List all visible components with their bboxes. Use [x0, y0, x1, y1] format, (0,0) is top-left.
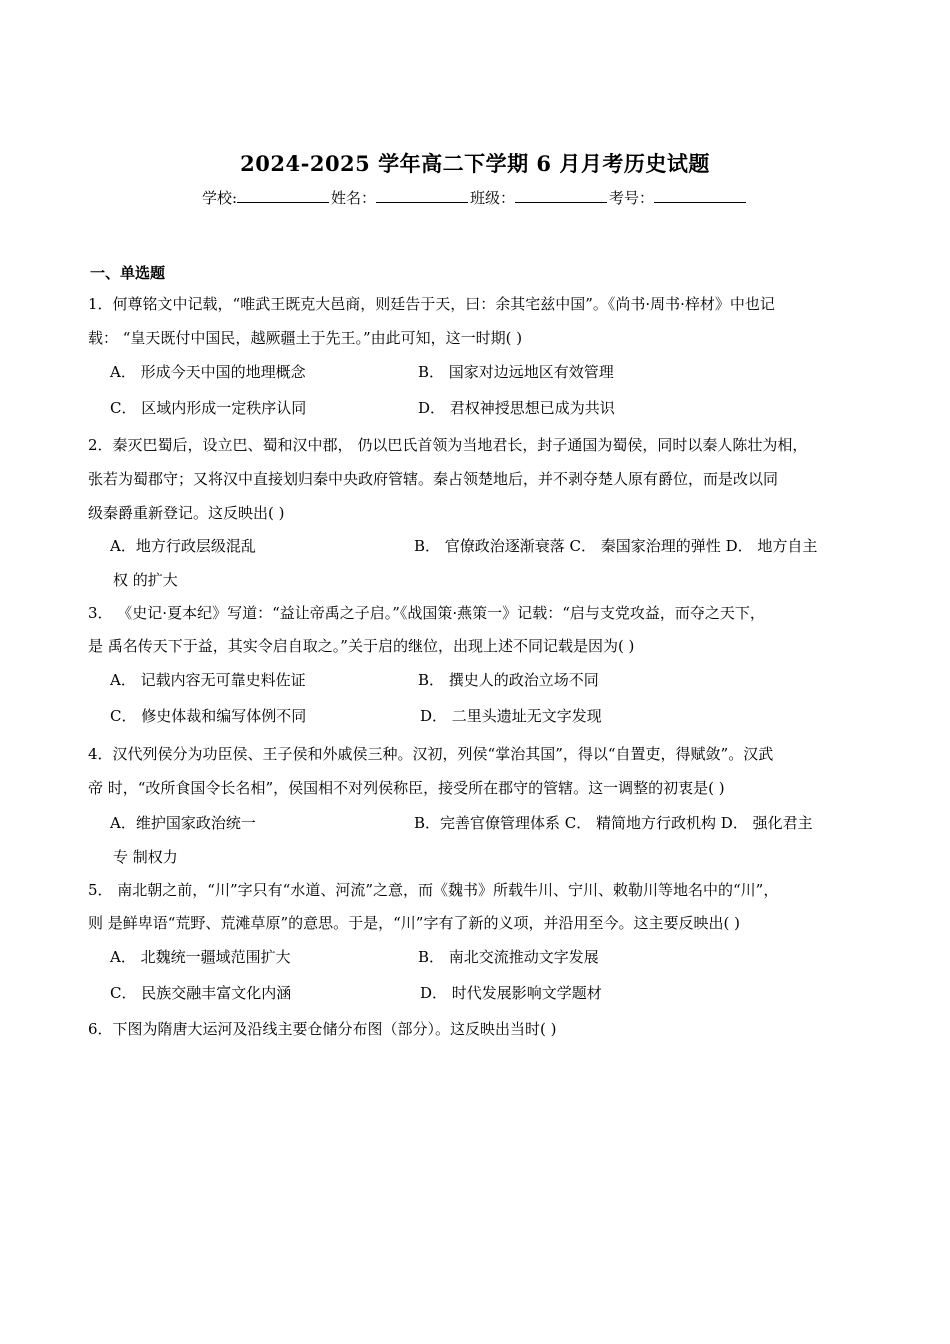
q5-option-d[interactable]: D． 时代发展影响文学题材 [420, 984, 602, 1002]
q2-stem-line2: 张若为蜀郡守；又将汉中直接划归秦中央政府管辖。秦占领楚地后，并不剥夺楚人原有爵位，而是改以同 [88, 470, 779, 488]
school-label: 学校: [201, 189, 237, 207]
school-blank[interactable] [237, 188, 329, 203]
q3-stem-line1: 3． 《史记·夏本纪》写道：“益让帝禹之子启。”《战国策·燕策一》记载：“启与支党攻益，而夺之天下， [88, 604, 765, 622]
q1-stem-line1: 1．何尊铭文中记载，“唯武王既克大邑商，则廷告于天，曰：余其宅兹中国”。《尚书·周书·梓材》中也记 [88, 295, 775, 313]
q5-option-a[interactable]: A． 北魏统一疆域范围扩大 [110, 948, 291, 966]
q5-stem-line2: 则 是鲜卑语“荒野、荒滩草原”的意思。于是，“川”字有了新的义项，并沿用至今。这主要反映出( ) [88, 914, 740, 932]
q3-option-d[interactable]: D． 二里头遗址无文字发现 [420, 707, 602, 725]
class-blank[interactable] [515, 188, 607, 203]
q1-option-a[interactable]: A． 形成今天中国的地理概念 [110, 363, 306, 381]
section-heading: 一、单选题 [90, 264, 166, 282]
q5-stem-line1: 5． 南北朝之前，“川”字只有“水道、河流”之意，而《魏书》所载牛川、宁川、敕勒川等地名中的“川”， [88, 881, 779, 899]
q6-stem-line1: 6．下图为隋唐大运河及沿线主要仓储分布图（部分）。这反映出当时( ) [88, 1020, 557, 1038]
q4-option-d-wrap: 专 制权力 [113, 848, 178, 866]
q5-option-c[interactable]: C． 民族交融丰富文化内涵 [110, 984, 292, 1002]
q2-stem-line1: 2．秦灭巴蜀后，设立巴、蜀和汉中郡， 仍以巴氏首领为当地君长，封子通国为蜀侯，同时以秦人陈壮为相， [88, 436, 808, 454]
q1-option-c[interactable]: C． 区域内形成一定秩序认同 [110, 399, 307, 417]
name-label: 姓名： [331, 189, 377, 207]
id-label: 考号： [609, 189, 655, 207]
q5-option-b[interactable]: B． 南北交流推动文字发展 [418, 948, 599, 966]
q2-option-d-wrap: 权 的扩大 [113, 571, 178, 589]
student-info-row [0, 187, 950, 208]
q1-option-b[interactable]: B． 国家对边远地区有效管理 [418, 363, 614, 381]
q4-stem-line1: 4．汉代列侯分为功臣侯、王子侯和外戚侯三种。汉初，列侯“掌治其国”，得以“自置吏，得赋敛”。汉武 [88, 745, 774, 763]
id-blank[interactable] [654, 188, 746, 203]
exam-title: 2024-2025 学年高二下学期 6 月月考历史试题 [240, 151, 710, 176]
q4-option-a[interactable]: A．维护国家政治统一 [110, 814, 256, 832]
q4-options-bcd[interactable]: B．完善官僚管理体系 C． 精简地方行政机构 D． 强化君主 [414, 814, 813, 832]
q2-stem-line3: 级秦爵重新登记。这反映出( ) [88, 504, 285, 522]
q3-option-a[interactable]: A． 记载内容无可靠史料佐证 [110, 671, 306, 689]
q3-option-b[interactable]: B． 撰史人的政治立场不同 [418, 671, 599, 689]
q3-stem-line2: 是 禹名传天下于益，其实令启自取之。”关于启的继位，出现上述不同记载是因为( ) [88, 637, 635, 655]
q1-option-d[interactable]: D． 君权神授思想已成为共识 [418, 399, 615, 417]
q3-option-c[interactable]: C． 修史体裁和编写体例不同 [110, 707, 307, 725]
q2-options-bcd[interactable]: B． 官僚政治逐渐衰落 C． 秦国家治理的弹性 D． 地方自主 [414, 537, 818, 555]
name-blank[interactable] [376, 188, 468, 203]
q1-stem-line2: 载： “皇天既付中国民，越厥疆土于先王。”由此可知，这一时期( ) [88, 329, 523, 347]
q4-stem-line2: 帝 时，“改所食国令长名相”，侯国相不对列侯称臣，接受所在郡守的管辖。这一调整的初衷是( ) [88, 779, 725, 797]
class-label: 班级： [470, 189, 516, 207]
q2-option-a[interactable]: A．地方行政层级混乱 [110, 537, 256, 555]
